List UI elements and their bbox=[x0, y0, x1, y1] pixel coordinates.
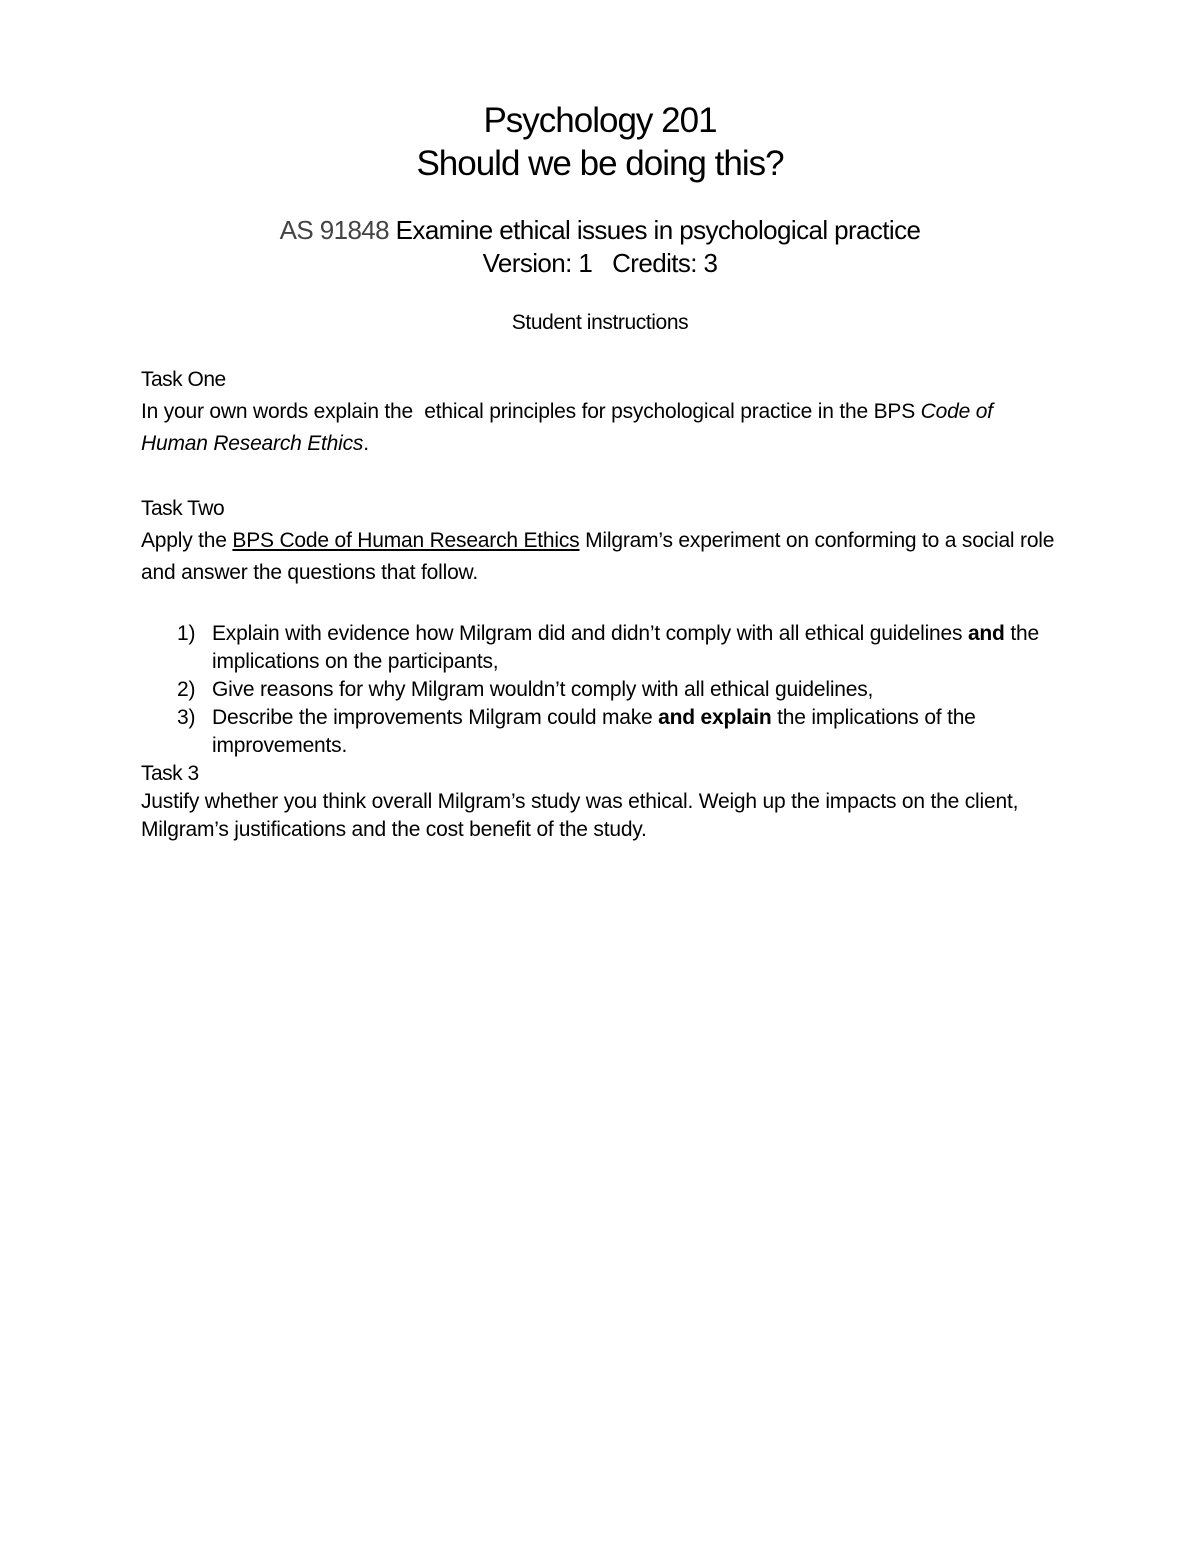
standard-code: AS 91848 bbox=[279, 215, 390, 245]
task-two-questions bbox=[141, 620, 1061, 760]
task-two-text-start: Apply the bbox=[141, 529, 227, 552]
question-text: the implications of the improvements. bbox=[212, 706, 976, 757]
question-text: the implications on the participants, bbox=[212, 622, 1039, 673]
task-two-text bbox=[141, 525, 1061, 589]
task-two-text-end: Milgram’s experiment on conforming to a social role and answer the questions that follow. bbox=[141, 529, 1055, 584]
question-text: Describe the improvements Milgram could make bbox=[212, 706, 653, 729]
list-item bbox=[141, 676, 1061, 704]
title-course: Psychology 201 bbox=[483, 101, 717, 140]
question-text: Explain with evidence how Milgram did and didn’t comply with all ethical guidelines bbox=[212, 622, 963, 645]
task-one-text bbox=[141, 396, 1061, 460]
bps-code-link[interactable]: BPS Code of Human Research Ethics bbox=[232, 529, 580, 552]
instructions-heading: Student instructions bbox=[511, 311, 689, 334]
version-credits: Version: 1 Credits: 3 bbox=[482, 248, 718, 278]
standard-header bbox=[0, 214, 1200, 280]
task-two-section bbox=[141, 495, 1061, 589]
task-two-heading: Task Two bbox=[141, 497, 225, 520]
task-three-section bbox=[141, 760, 1061, 844]
list-item bbox=[141, 620, 1061, 676]
task-one-text-end: . bbox=[363, 432, 369, 455]
task-one-text-main: In your own words explain the ethical principles for psychological practice in the BPS bbox=[141, 400, 916, 423]
task-one-text-italic: Code of Human Research Ethics bbox=[141, 400, 993, 455]
title-question: Should we be doing this? bbox=[416, 144, 784, 183]
task-three-heading: Task 3 bbox=[141, 762, 199, 785]
question-text: Give reasons for why Milgram wouldn’t comply with all ethical guidelines, bbox=[212, 678, 874, 701]
task-three-text: Justify whether you think overall Milgram’s study was ethical. Weigh up the impacts on the client, Milgram’s justifications and the cost benefit of the study. bbox=[141, 790, 1019, 841]
standard-title: Examine ethical issues in psychological practice bbox=[395, 215, 921, 245]
question-emphasis: and bbox=[967, 622, 1005, 645]
task-one-heading: Task One bbox=[141, 368, 226, 391]
document-title bbox=[0, 99, 1200, 185]
question-number: 3) bbox=[177, 706, 196, 729]
list-item bbox=[141, 704, 1061, 760]
task-one-section bbox=[141, 366, 1061, 460]
question-number: 1) bbox=[177, 622, 196, 645]
question-number: 2) bbox=[177, 678, 196, 701]
question-emphasis: and explain bbox=[658, 706, 772, 729]
